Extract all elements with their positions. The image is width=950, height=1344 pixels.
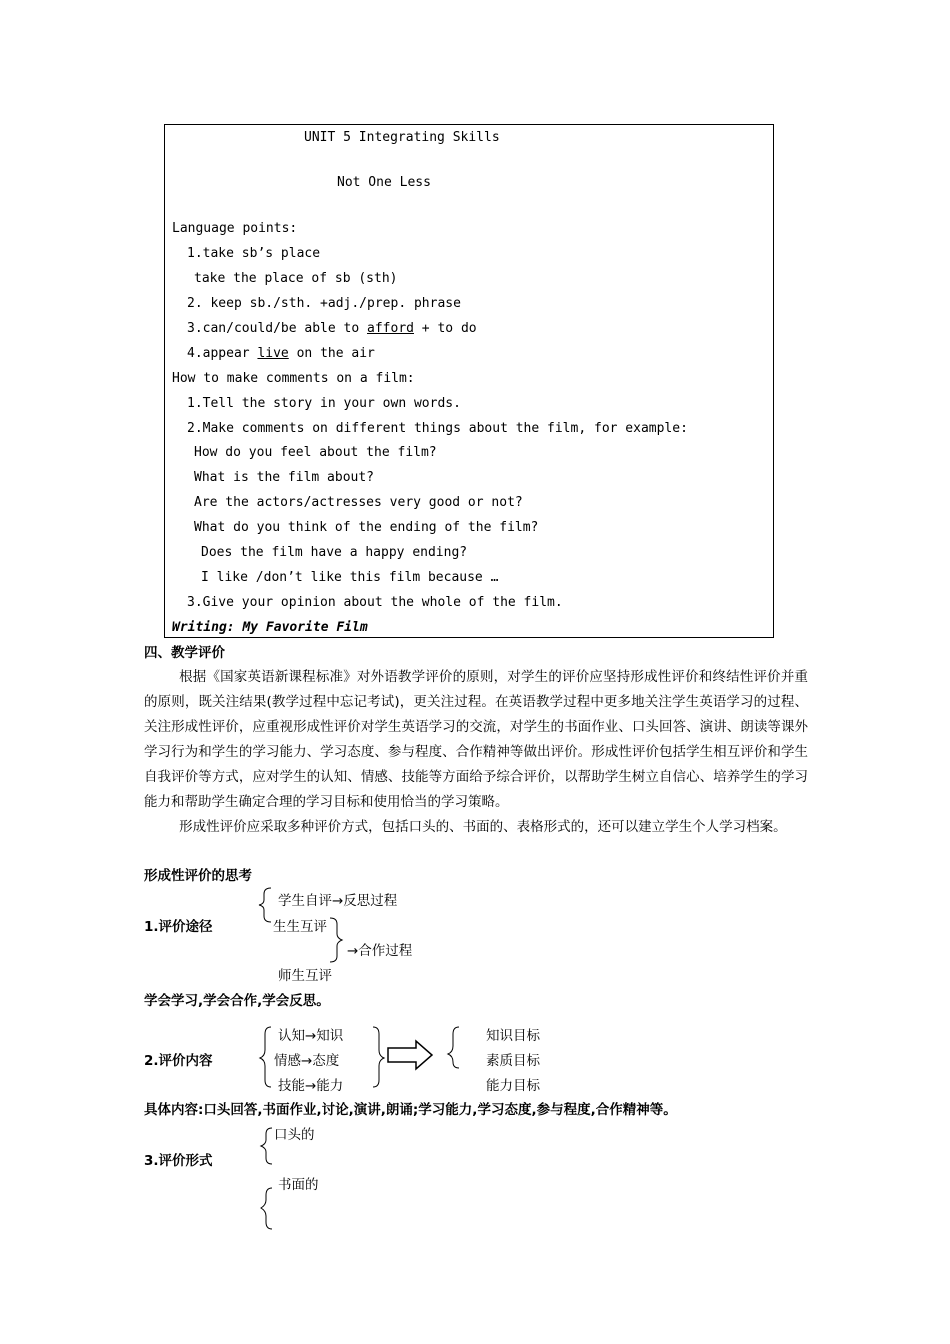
brace-icon: [261, 1188, 272, 1229]
language-point-1: 1.take sb’s place: [187, 246, 321, 261]
evaluation-paragraph-2: 形成性评价应采取多种评价方式，包括口头的、书面的、表格形式的，还可以建立学生个人学习档案。: [179, 819, 787, 835]
brace-icon: [448, 1027, 459, 1068]
brace-icon: [330, 918, 342, 962]
comment-step-3: 3.Give your opinion about the whole of the film.: [187, 595, 563, 610]
evaluation-approach-label: 1.评价途径: [144, 919, 213, 935]
comment-step-1: 1.Tell the story in your own words.: [187, 396, 461, 411]
evaluation-content-label: 2.评价内容: [144, 1053, 213, 1069]
oral-form: 口头的: [274, 1127, 315, 1143]
cooperation-process: →合作过程: [347, 943, 413, 959]
example-question-3: Are the actors/actresses very good or not?: [194, 495, 523, 510]
example-question-4: What do you think of the ending of the film?: [194, 520, 539, 535]
teacher-student-evaluation: 师生互评: [278, 968, 332, 984]
summary-learn: 学会学习,学会合作,学会反思。: [144, 993, 330, 1009]
unit-title: UNIT 5 Integrating Skills: [304, 130, 500, 145]
language-point-4: 4.appear live on the air: [187, 346, 375, 361]
peer-evaluation: 生生互评: [273, 919, 327, 935]
knowledge-goal: 知识目标: [486, 1028, 540, 1044]
evaluation-form-label: 3.评价形式: [144, 1153, 213, 1169]
brace-icon: [259, 888, 271, 922]
brace-icon: [373, 1027, 384, 1087]
brace-icon: [260, 1027, 271, 1087]
cognition-knowledge: 认知→知识: [278, 1028, 344, 1044]
example-question-2: What is the film about?: [194, 470, 375, 485]
ability-goal: 能力目标: [486, 1078, 540, 1094]
brace-icon: [261, 1128, 272, 1164]
film-title: Not One Less: [337, 175, 431, 190]
language-point-2: 2. keep sb./sth. +adj./prep. phrase: [187, 296, 461, 311]
language-points-heading: Language points:: [172, 221, 298, 236]
skill-ability: 技能→能力: [278, 1078, 344, 1094]
comment-step-2: 2.Make comments on different things about the film, for example:: [187, 421, 688, 436]
arrow-icon: [388, 1041, 432, 1069]
emotion-attitude: 情感→态度: [274, 1053, 340, 1069]
summary-content: 具体内容:口头回答,书面作业,讨论,演讲,朗诵;学习能力,学习态度,参与程度,合作精神等。: [144, 1102, 677, 1118]
example-question-1: How do you feel about the film?: [194, 445, 437, 460]
self-evaluation: 学生自评→反思过程: [278, 893, 398, 909]
example-question-5: Does the film have a happy ending?: [201, 545, 468, 560]
writing-task: Writing: My Favorite Film: [172, 620, 368, 635]
example-question-6: I like /don’t like this film because …: [201, 570, 499, 585]
language-point-1-alt: take the place of sb (sth): [194, 271, 398, 286]
comments-heading: How to make comments on a film:: [172, 371, 415, 386]
formative-evaluation-heading: 形成性评价的思考: [144, 868, 252, 884]
section-heading: 四、教学评价: [144, 645, 225, 661]
evaluation-paragraph-1: 根据《国家英语新课程标准》对外语教学评价的原则，对学生的评价应坚持形成性评价和终结性评价并重的原则，既关注结果(教学过程中忘记考试)，更关注过程。在英语教学过程中更多地关注学生英语学习的过程、关注形成性评价，应重视形成性评价对学生英语学习的交流，对学生的书面作业、口头回答、演讲、朗读等课外学习行为和学生的学习能力、学习态度、参与程度、合作精神等做出评价。形成性评价包括学生相互评价和学生自我评价等方式，应对学生的认知、情感、技能等方面给予综合评价，以帮助学生树立自信心、培养学生的学习能力和帮助学生确定合理的学习目标和使用恰当的学习策略。: [144, 669, 808, 810]
quality-goal: 素质目标: [486, 1053, 540, 1069]
written-form: 书面的: [278, 1177, 319, 1193]
language-point-3: 3.can/could/be able to afford + to do: [187, 321, 477, 336]
